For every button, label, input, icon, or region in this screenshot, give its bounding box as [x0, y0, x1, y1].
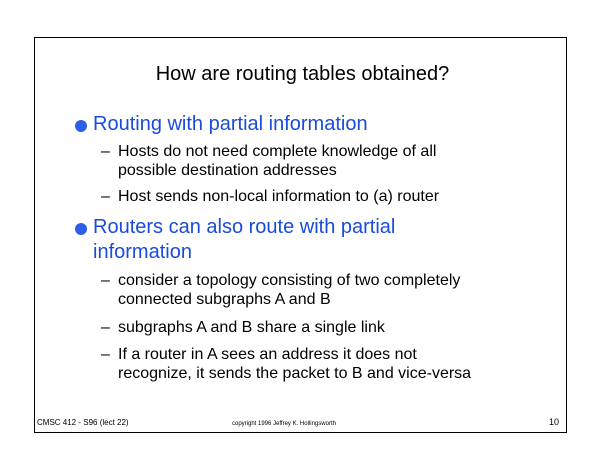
dash-marker: –: [101, 346, 110, 363]
page-number: 10: [549, 417, 560, 427]
bullet-text: Routers can also route with partial: [93, 216, 396, 238]
dash-marker: –: [101, 188, 110, 205]
subitem-text: If a router in A sees an address it does not: [118, 346, 417, 363]
dash-marker: –: [101, 143, 110, 160]
subitem-text: consider a topology consisting of two completely: [118, 272, 461, 289]
bullet-dot-icon: [75, 120, 87, 132]
slide-title: How are routing tables obtained?: [155, 63, 450, 85]
subitem-text: Host sends non-local information to (a) router: [118, 188, 440, 205]
footer-copyright: copyright 1996 Jeffrey K. Hollingsworth: [232, 421, 336, 427]
subitem-text: subgraphs A and B share a single link: [118, 319, 385, 336]
subitem-text: possible destination addresses: [118, 162, 337, 179]
subitem-text: Hosts do not need complete knowledge of all: [118, 143, 437, 160]
footer-course: CMSC 412 - S96 (lect 22): [37, 418, 129, 427]
dash-marker: –: [101, 272, 110, 289]
subitem-text: recognize, it sends the packet to B and vice-versa: [118, 365, 472, 382]
bullet-text: Routing with partial information: [93, 113, 368, 135]
bullet-dot-icon: [75, 223, 87, 235]
subitem-text: connected subgraphs A and B: [118, 291, 331, 308]
dash-marker: –: [101, 319, 110, 336]
bullet-text: information: [93, 241, 192, 263]
